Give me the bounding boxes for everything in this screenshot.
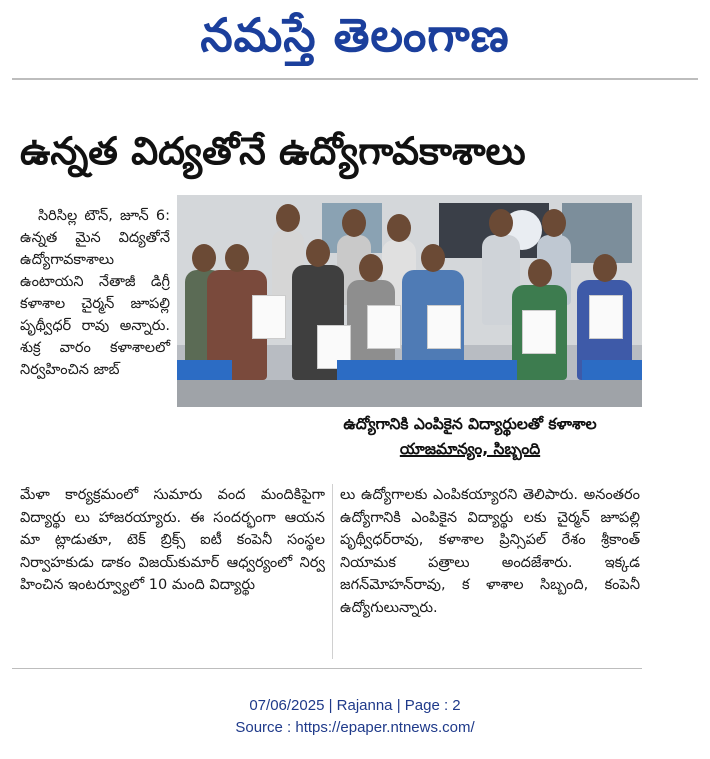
page-footer — [0, 695, 710, 739]
photo-floor — [177, 380, 642, 407]
photo-desk — [177, 360, 232, 382]
article-column-bottom-left — [20, 484, 325, 597]
photo-caption — [290, 412, 650, 462]
photo-caption-line: యాజమాన్యం, సిబ్బంది — [399, 440, 541, 458]
article-paragraph-lead: సిరిసిల్ల టౌన్, జూన్ 6: ఉన్నత మైన విద్యతోనే ఉద్యోగావకాశాలు ఉంటాయని నేతాజీ డిగ్రీ కళాశాల చైర్మన్ జూపల్లి పృథ్వీధర్ రావు అన్నారు. శుక్ర వారం కళాశాలలో నిర్వహించిన జాబ్ — [20, 208, 170, 378]
photo-caption-line: ఉద్యోగానికి ఎంపికైన విద్యార్థులతో కళాశాల — [343, 415, 597, 433]
photo-desk — [582, 360, 642, 382]
newspaper-masthead: నమస్తే తెలంగాణ — [200, 8, 510, 62]
photo-window — [562, 203, 632, 263]
photo-appointment-letter — [522, 310, 556, 354]
photo-desk — [337, 360, 517, 382]
masthead-divider — [12, 78, 698, 80]
article-paragraph: లు ఉద్యోగాలకు ఎంపికయ్యారని తెలిపారు. అనంతరం ఉద్యోగానికి ఎంపికైన విద్యార్థు లకు చైర్మన్ జూపల్లి పృథ్వీధర్‌రావు, కళాశాల ప్రిన్సిపల్ రేశం శ్రీకాంత్ నియామక పత్రాలు అందజేశారు. ఇక్కడ జగన్‌మోహన్‌రావు, క ళాశాల సిబ్బంది, కంపెనీ ఉద్యోగులున్నారు. — [340, 487, 640, 616]
footer-source-link[interactable]: Source : https://epaper.ntnews.com/ — [235, 719, 475, 736]
article-column-left — [20, 205, 170, 381]
article-paragraph: మేళా కార్యక్రమంలో సుమారు వంద మందికిపైగా విద్యార్థు లు హాజరయ్యారు. ఈ సందర్భంగా ఆయన మా ట్లాడుతూ, టెక్ బ్రిక్స్ ఐటీ కంపెనీ సంస్థల నిర్వాహకుడు డాకం విజయ్‌కుమార్ ఆధ్వర్యంలో నిర్వ హించిన ఇంటర్వ్యూలో 10 మంది విద్యార్థు — [20, 487, 325, 593]
article-headline: ఉన్నత విద్యతోనే ఉద్యోగావకాశాలు — [20, 129, 526, 173]
footer-edition-info: 07/06/2025 | Rajanna | Page : 2 — [249, 697, 461, 714]
photo-appointment-letter — [252, 295, 286, 339]
article-column-bottom-right — [340, 484, 640, 619]
footer-divider — [12, 668, 642, 669]
photo-appointment-letter — [589, 295, 623, 339]
column-divider — [332, 484, 333, 659]
news-photo — [177, 195, 642, 407]
photo-appointment-letter — [367, 305, 401, 349]
photo-appointment-letter — [427, 305, 461, 349]
